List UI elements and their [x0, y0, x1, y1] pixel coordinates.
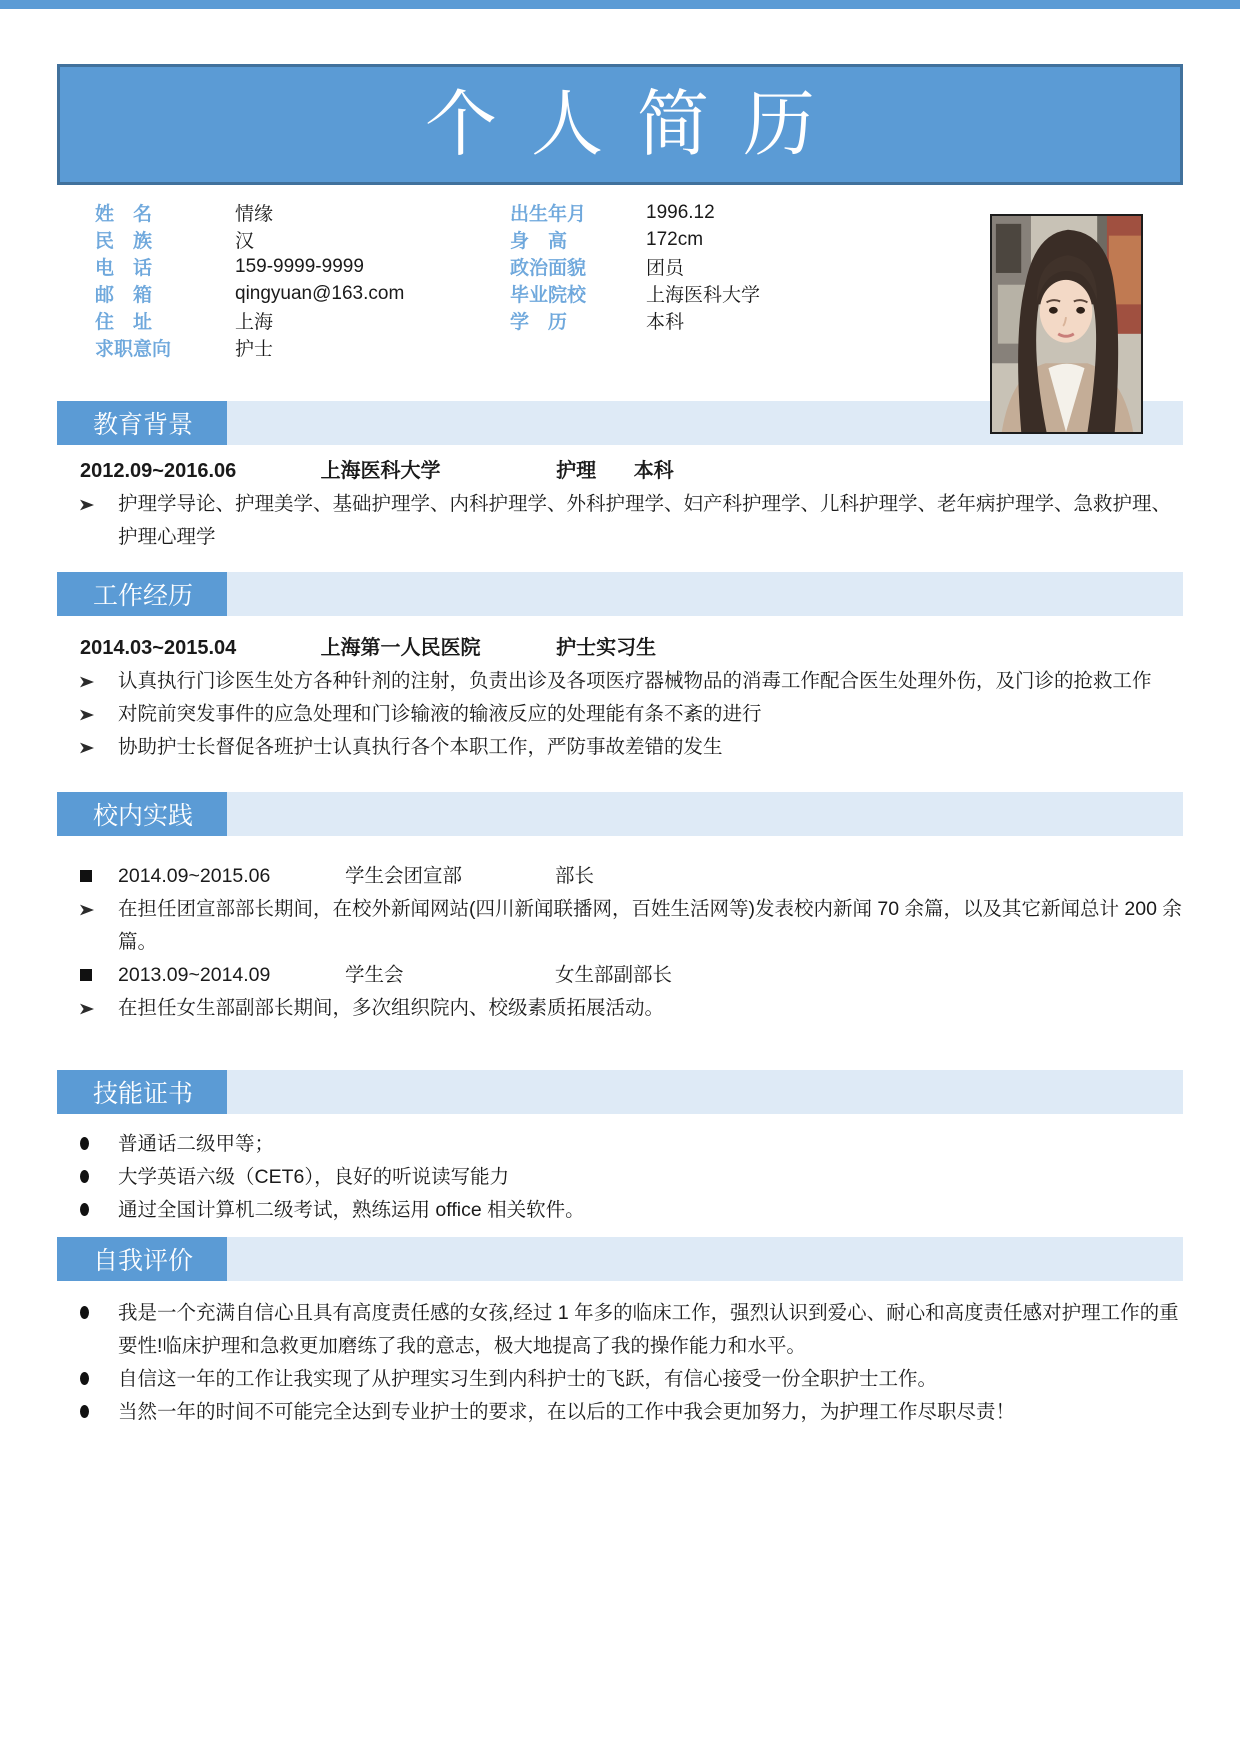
- bullet-text: 对院前突发事件的应急处理和门诊输液的输液反应的处理能有条不紊的进行: [118, 703, 762, 725]
- field-value: 护士: [235, 339, 274, 360]
- square-bullet-icon: [80, 969, 92, 981]
- field-label: 邮 箱: [95, 285, 153, 306]
- dot-bullet-icon: [80, 1306, 89, 1319]
- work-content: [57, 632, 1183, 764]
- field-label: 住 址: [95, 312, 153, 333]
- education-content: [57, 455, 1183, 554]
- section-header-campus: [57, 792, 1183, 836]
- work-bullet: [80, 731, 1183, 764]
- section-title-skills: 技能证书: [57, 1070, 227, 1114]
- bullet-text: 我是一个充满自信心且具有高度责任感的女孩,经过 1 年多的临床工作，强烈认识到爱心、耐心和高度责任感对护理工作的重要性!临床护理和急救更加磨练了我的意志，极大地提高了我的操作能力和水平。: [118, 1302, 1179, 1357]
- work-period: 2014.03~2015.04: [80, 637, 237, 659]
- field-address: [95, 307, 510, 334]
- campus-role: 女生部副部长: [555, 964, 673, 986]
- field-job-intention: [95, 334, 510, 361]
- page-title: 个人简历: [424, 84, 849, 165]
- arrow-bullet-icon: [80, 675, 94, 689]
- bullet-text: 普通话二级甲等；: [118, 1133, 275, 1155]
- field-phone: [95, 253, 510, 280]
- field-value: 159-9999-9999: [235, 255, 364, 277]
- campus-period: 2013.09~2014.09: [118, 964, 271, 986]
- bullet-text: 自信这一年的工作让我实现了从护理实习生到内科护士的飞跃，有信心接受一份全职护士工作。: [118, 1368, 938, 1390]
- top-accent-strip: [0, 0, 1240, 9]
- bullet-text: 大学英语六级（CET6），良好的听说读写能力: [118, 1166, 510, 1188]
- square-bullet-icon: [80, 870, 92, 882]
- field-label: 学 历: [510, 312, 568, 333]
- campus-period: 2014.09~2015.06: [118, 865, 271, 887]
- field-value: 情缘: [235, 204, 274, 225]
- section-header-work: [57, 572, 1183, 616]
- field-value: 汉: [235, 231, 255, 252]
- dot-bullet-icon: [80, 1137, 89, 1150]
- profile-left-column: [57, 199, 510, 361]
- selfeval-content: [57, 1297, 1183, 1429]
- field-email: [95, 280, 510, 307]
- arrow-bullet-icon: [80, 741, 94, 755]
- education-bullet: [80, 488, 1183, 554]
- section-title-work: 工作经历: [57, 572, 227, 616]
- dot-bullet-icon: [80, 1170, 89, 1183]
- skills-content: [57, 1128, 1183, 1227]
- field-label: 姓 名: [95, 204, 153, 225]
- campus-org: 学生会团宣部: [345, 865, 463, 887]
- field-value: 上海: [235, 312, 274, 333]
- campus-bullet: [80, 893, 1183, 959]
- field-label: 出生年月: [510, 204, 587, 225]
- field-label: 电 话: [95, 258, 153, 279]
- bullet-text: 通过全国计算机二级考试，熟练运用 office 相关软件。: [118, 1199, 585, 1221]
- work-bullet: [80, 698, 1183, 731]
- dot-bullet-icon: [80, 1372, 89, 1385]
- education-period: 2012.09~2016.06: [80, 460, 237, 482]
- bullet-text: 护理学导论、护理美学、基础护理学、内科护理学、外科护理学、妇产科护理学、儿科护理学、老年病护理学、急救护理、护理心理学: [118, 493, 1172, 548]
- work-role: 护士实习生: [556, 637, 657, 659]
- skill-bullet: [80, 1194, 1183, 1227]
- campus-content: [57, 860, 1183, 1025]
- selfeval-bullet: [80, 1396, 1183, 1429]
- portrait-illustration: [992, 216, 1141, 432]
- education-major: 护理: [556, 460, 597, 482]
- selfeval-bullet: [80, 1297, 1183, 1363]
- field-value: qingyuan@163.com: [235, 282, 405, 304]
- arrow-bullet-icon: [80, 498, 94, 512]
- bullet-text: 当然一年的时间不可能完全达到专业护士的要求，在以后的工作中我会更加努力，为护理工作尽职尽责！: [118, 1401, 1016, 1423]
- dot-bullet-icon: [80, 1203, 89, 1216]
- field-name: [95, 199, 510, 226]
- selfeval-bullet: [80, 1363, 1183, 1396]
- campus-entry: [80, 860, 1183, 893]
- bullet-text: 在担任女生部副部长期间，多次组织院内、校级素质拓展活动。: [118, 997, 665, 1019]
- field-ethnicity: [95, 226, 510, 253]
- bullet-text: 协助护士长督促各班护士认真执行各个本职工作，严防事故差错的发生: [118, 736, 723, 758]
- skill-bullet: [80, 1161, 1183, 1194]
- field-label: 身 高: [510, 231, 568, 252]
- work-bullet: [80, 665, 1183, 698]
- section-title-education: 教育背景: [57, 401, 227, 445]
- campus-entry: [80, 959, 1183, 992]
- bullet-text: 在担任团宣部部长期间，在校外新闻网站(四川新闻联播网，百姓生活网等)发表校内新闻 70 余篇，以及其它新闻总计 200 余篇。: [118, 898, 1182, 953]
- field-label: 求职意向: [95, 339, 172, 360]
- section-title-campus: 校内实践: [57, 792, 227, 836]
- section-title-selfeval: 自我评价: [57, 1237, 227, 1281]
- field-label: 政治面貌: [510, 258, 587, 279]
- field-label: 毕业院校: [510, 285, 587, 306]
- dot-bullet-icon: [80, 1405, 89, 1418]
- skill-bullet: [80, 1128, 1183, 1161]
- field-label: 民 族: [95, 231, 153, 252]
- campus-org: 学生会: [345, 964, 404, 986]
- field-value: 172cm: [646, 228, 704, 250]
- field-value: 1996.12: [646, 201, 715, 223]
- field-value: 本科: [646, 312, 685, 333]
- field-value: 团员: [646, 258, 685, 279]
- work-entry: [80, 632, 1183, 665]
- bullet-text: 认真执行门诊医生处方各种针剂的注射，负责出诊及各项医疗器械物品的消毒工作配合医生处理外伤，及门诊的抢救工作: [118, 670, 1152, 692]
- work-org: 上海第一人民医院: [320, 637, 481, 659]
- id-photo: [990, 214, 1143, 434]
- education-school: 上海医科大学: [320, 460, 441, 482]
- arrow-bullet-icon: [80, 1002, 94, 1016]
- arrow-bullet-icon: [80, 708, 94, 722]
- education-entry: [80, 455, 1183, 488]
- field-value: 上海医科大学: [646, 285, 761, 306]
- campus-bullet: [80, 992, 1183, 1025]
- title-banner: [57, 64, 1183, 185]
- section-header-selfeval: [57, 1237, 1183, 1281]
- campus-role: 部长: [555, 865, 595, 887]
- education-degree: 本科: [633, 460, 674, 482]
- arrow-bullet-icon: [80, 903, 94, 917]
- section-header-skills: [57, 1070, 1183, 1114]
